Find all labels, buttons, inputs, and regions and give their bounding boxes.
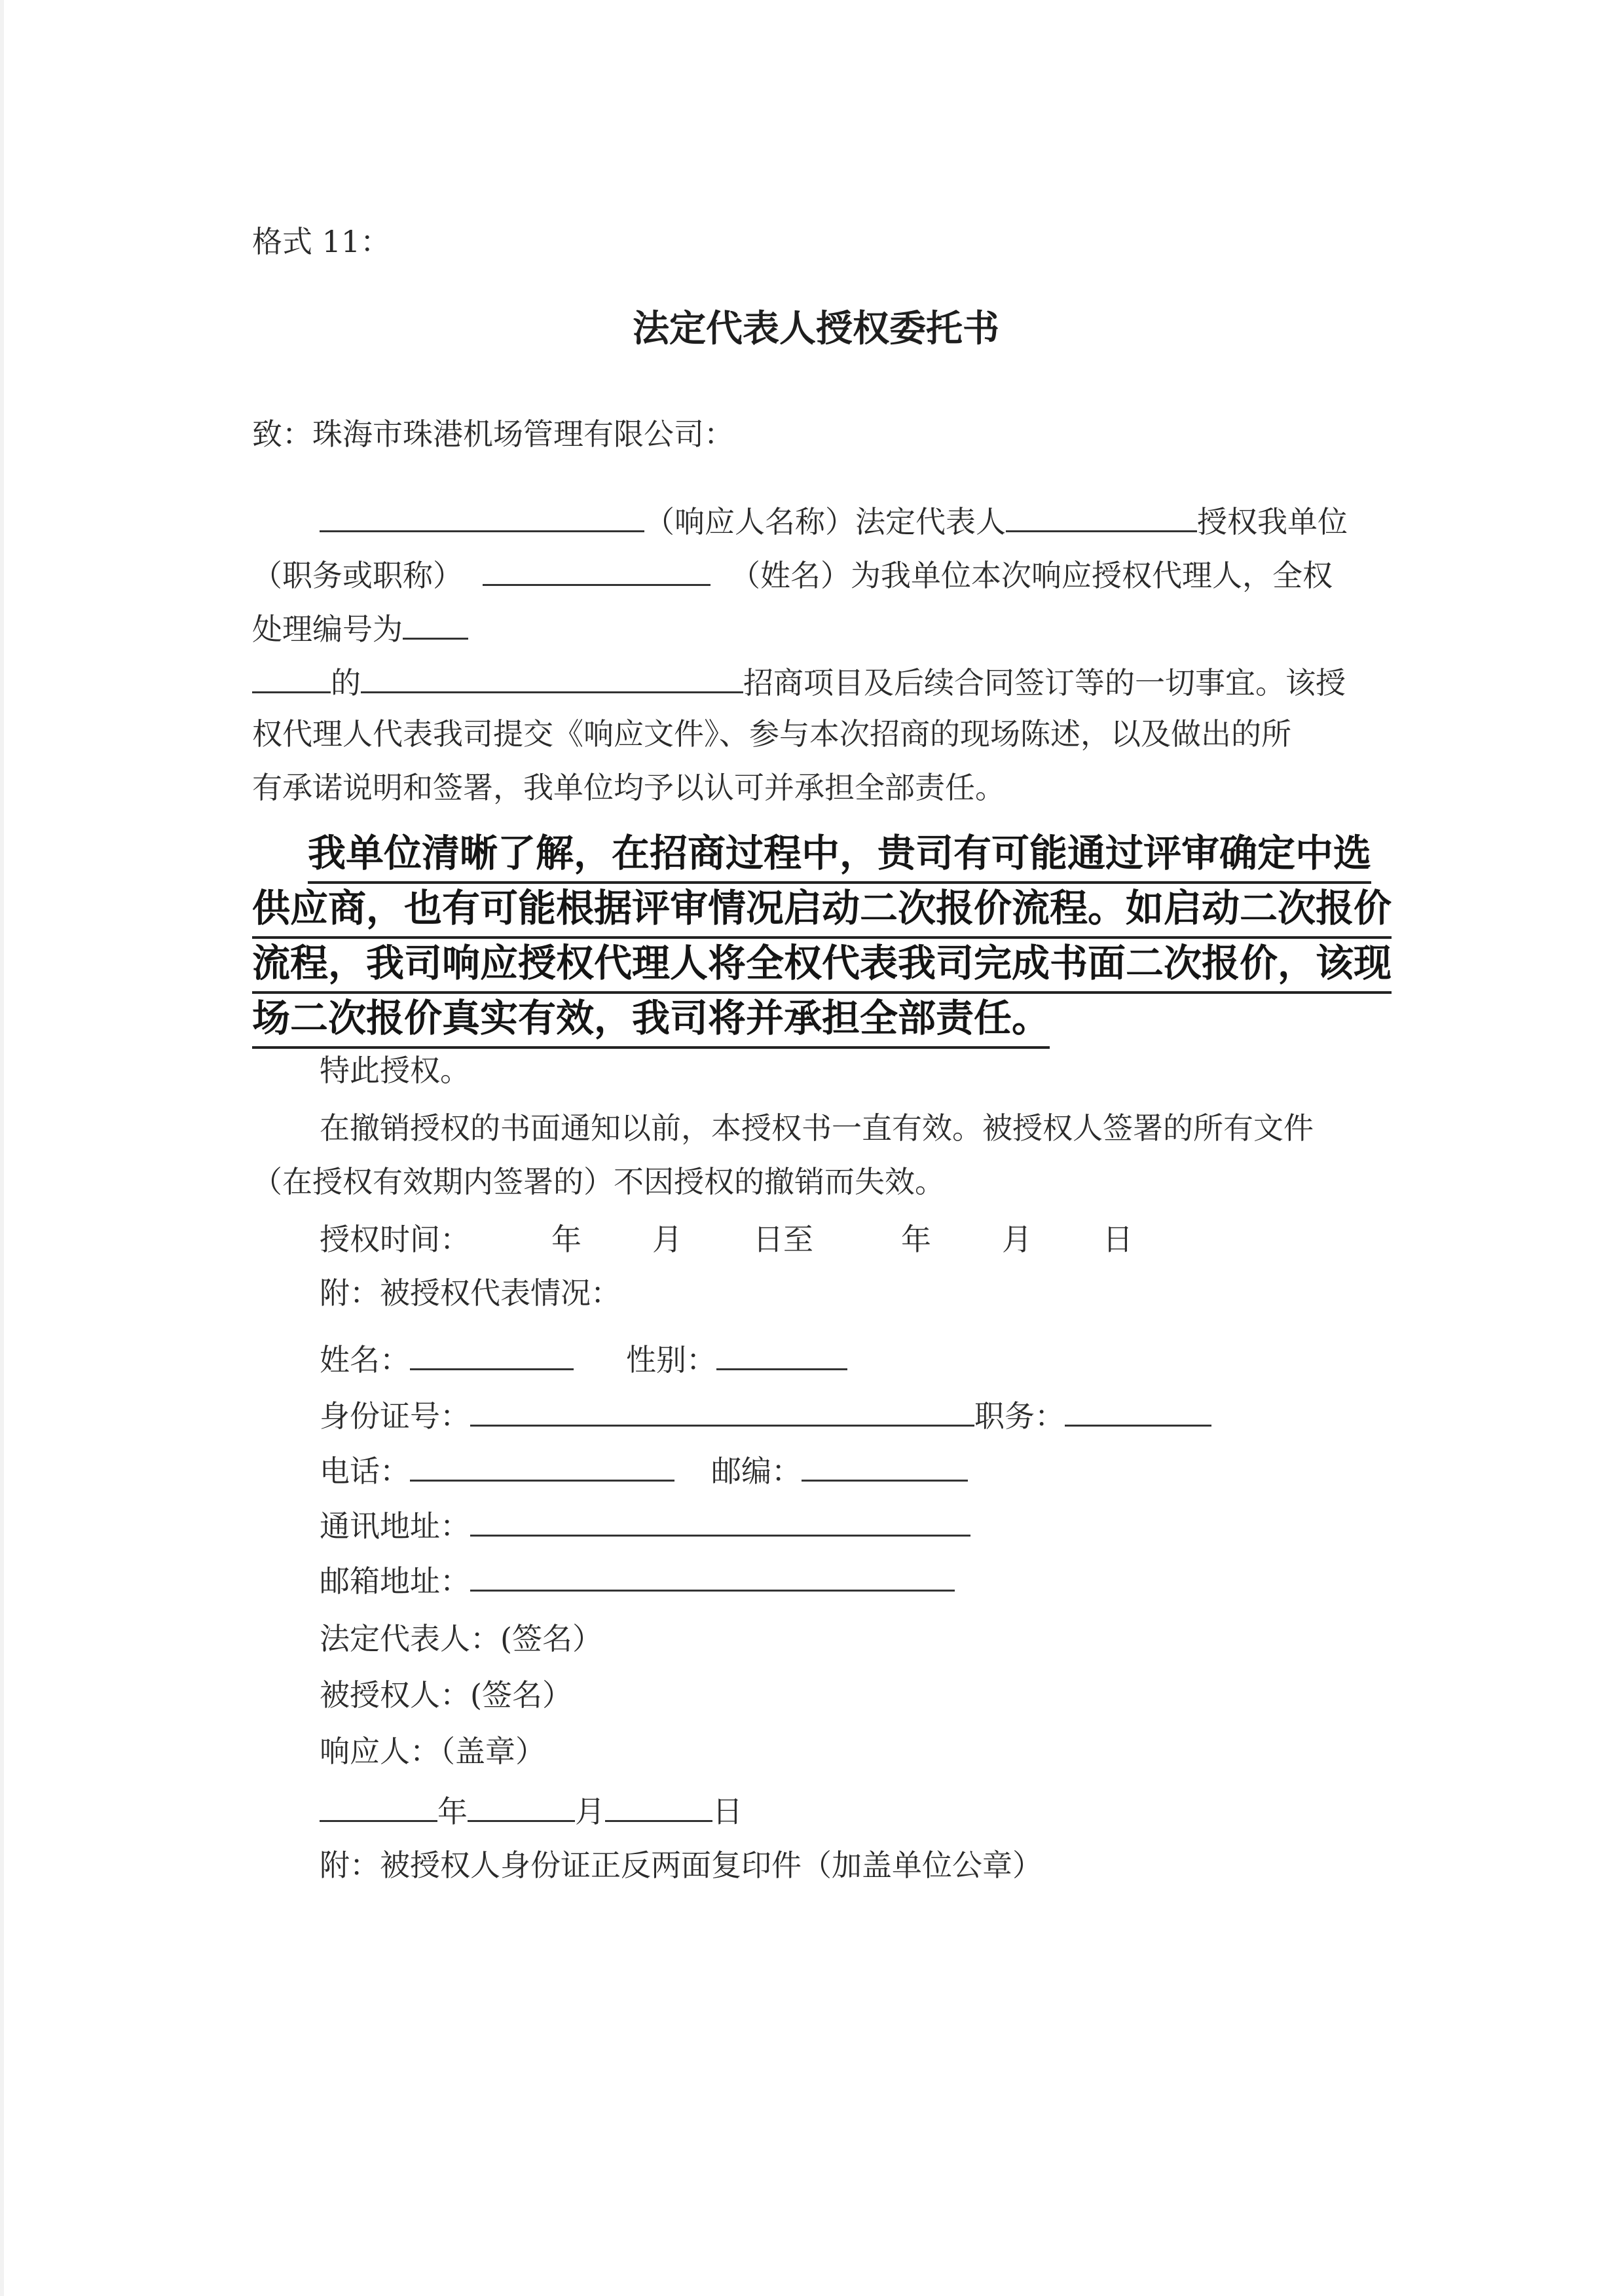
date-year-field[interactable] [320,1794,437,1822]
field-postcode-label: 邮编： [711,1453,802,1489]
format-label: 格式 11： [252,224,391,259]
bold-para-line2: 供应商，也有可能根据评审情况启动二次报价流程。如启动二次报价 [252,877,1392,939]
para1-line4-b: 招商项目及后续合同签订等的一切事宜。该授 [743,665,1346,701]
field-id-label: 身份证号： [320,1398,470,1434]
para1-line3 [252,611,468,647]
page-title: 法定代表人授权委托书 [633,307,999,350]
position-field[interactable] [1065,1398,1211,1427]
field-name-label: 姓名： [320,1342,410,1377]
para1-line4 [252,665,1346,701]
bold-para-line4: 场二次报价真实有效，我司将并承担全部责任。 [252,987,1050,1049]
validity-line1: 在撤销授权的书面通知以前，本授权书一直有效。被授权人签署的所有文件 [320,1110,1314,1146]
gender-field[interactable] [716,1342,847,1370]
field-email-row [320,1563,955,1599]
sign-legal-rep: 法定代表人：(签名） [320,1621,602,1656]
para1-line1-b: 授权我单位 [1197,504,1348,539]
date-line [320,1794,743,1827]
field-phone-row [320,1453,968,1489]
field-id-row [320,1398,1211,1434]
para1-line1 [320,504,1348,537]
legal-rep-blank[interactable] [1006,504,1197,532]
project-number-blank[interactable] [403,611,468,640]
special-auth: 特此授权。 [320,1053,470,1088]
bold-para-line3: 流程，我司响应授权代理人将全权代表我司完成书面二次报价，该现 [252,932,1392,994]
auth-time-month1: 月 [652,1222,682,1257]
field-position-label: 职务： [974,1398,1065,1434]
sign-responder: 响应人：（盖章） [320,1734,545,1769]
date-year-label: 年 [437,1794,468,1829]
sign-authorized: 被授权人：(签名） [320,1677,572,1713]
para1-line5: 权代理人代表我司提交《响应文件》、参与本次招商的现场陈述，以及做出的所 [252,716,1291,752]
recipient: 致：珠海市珠港机场管理有限公司： [252,416,734,452]
number-blank-cont[interactable] [252,665,331,693]
attach-id: 附：被授权人身份证正反两面复印件（加盖单位公章） [320,1848,1043,1883]
date-month-label: 月 [575,1794,605,1829]
attach-rep: 附：被授权代表情况： [320,1275,621,1311]
auth-time-year2: 年 [901,1222,931,1257]
validity-line2: （在授权有效期内签署的）不因授权的撤销而失效。 [252,1164,945,1199]
para1-line4-a: 的 [331,665,361,701]
para1-line1-a: （响应人名称）法定代表人 [644,504,1006,539]
phone-field[interactable] [410,1453,674,1482]
field-gender-label: 性别： [626,1342,716,1377]
auth-time-label: 授权时间： [320,1222,470,1257]
auth-time-month2: 月 [1002,1222,1032,1257]
para1-line2-a: （职务或职称） [252,558,463,593]
id-number-field[interactable] [470,1398,974,1427]
field-name-row [320,1342,847,1375]
para1-line3-a: 处理编号为 [252,611,403,647]
name-field[interactable] [410,1342,574,1370]
position-title-blank[interactable] [483,558,710,586]
para1-line2 [252,558,1333,591]
auth-time-day2: 日 [1103,1222,1133,1257]
project-name-blank[interactable] [361,665,743,693]
postcode-field[interactable] [802,1453,968,1482]
auth-time-day-to: 日至 [753,1222,813,1257]
responder-name-blank[interactable] [320,504,644,532]
date-month-field[interactable] [468,1794,575,1822]
date-day-label: 日 [712,1794,743,1829]
auth-time-year1: 年 [551,1222,581,1257]
para1-line2-b: （姓名）为我单位本次响应授权代理人，全权 [730,558,1333,593]
field-phone-label: 电话： [320,1453,410,1489]
field-address-label: 通讯地址： [320,1508,470,1544]
para1-line6: 有承诺说明和签署，我单位均予以认可并承担全部责任。 [252,770,1005,805]
scan-edge [0,0,4,2296]
field-email-label: 邮箱地址： [320,1563,470,1599]
date-day-field[interactable] [605,1794,712,1822]
field-address-row [320,1508,970,1544]
bold-para-line1: 我单位清晰了解，在招商过程中，贵司有可能通过评审确定中选 [308,822,1371,884]
email-field[interactable] [470,1563,955,1592]
address-field[interactable] [470,1508,970,1537]
